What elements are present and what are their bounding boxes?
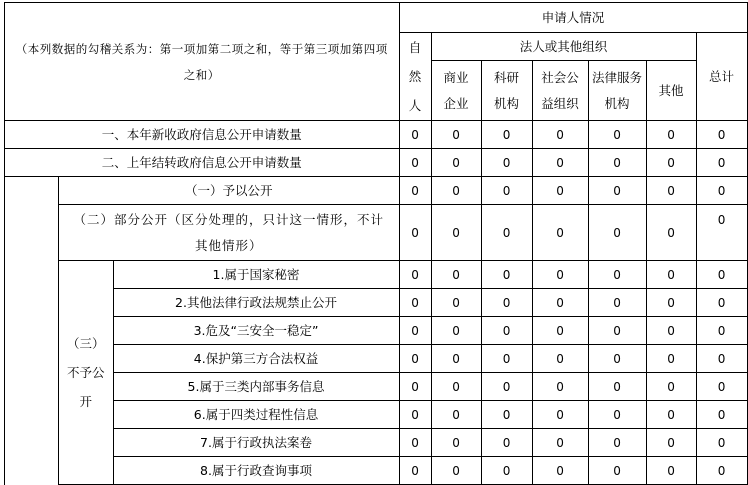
cell-value: 0 (399, 289, 431, 317)
group-label-not-disclose: （三）不予公开 (59, 261, 114, 485)
cell-value: 0 (431, 177, 481, 205)
cell-value: 0 (481, 261, 532, 289)
cell-value: 0 (532, 373, 588, 401)
cell-value: 0 (481, 177, 532, 205)
cell-value: 0 (532, 177, 588, 205)
cell-value: 0 (481, 429, 532, 457)
cell-value: 0 (646, 429, 696, 457)
row-label: 8.属于行政查询事项 (113, 457, 399, 485)
header-business: 商业企业 (431, 61, 481, 121)
cell-value: 0 (532, 429, 588, 457)
row-label: 2.其他法律行政法规禁止公开 (113, 289, 399, 317)
header-social: 社会公益组织 (532, 61, 588, 121)
header-applicant-info: 申请人情况 (399, 3, 747, 33)
row-label: 一、本年新收政府信息公开申请数量 (5, 121, 400, 149)
row-label: （一）予以公开 (59, 177, 400, 205)
cell-value: 0 (399, 177, 431, 205)
cell-value: 0 (696, 345, 747, 373)
cell-value: 0 (588, 121, 646, 149)
cell-value: 0 (646, 345, 696, 373)
cell-value: 0 (532, 401, 588, 429)
cell-value: 0 (532, 289, 588, 317)
cell-value: 0 (646, 317, 696, 345)
cell-value: 0 (588, 149, 646, 177)
cell-value: 0 (431, 149, 481, 177)
cell-value: 0 (696, 121, 747, 149)
cell-value: 0 (399, 317, 431, 345)
cell-value: 0 (481, 373, 532, 401)
cell-value: 0 (696, 177, 747, 205)
row-label: 6.属于四类过程性信息 (113, 401, 399, 429)
cell-value: 0 (431, 429, 481, 457)
cell-value: 0 (696, 373, 747, 401)
cell-value: 0 (696, 401, 747, 429)
cell-value: 0 (399, 401, 431, 429)
cell-value: 0 (646, 373, 696, 401)
cell-value: 0 (431, 457, 481, 485)
cell-value: 0 (481, 401, 532, 429)
cell-value: 0 (696, 317, 747, 345)
cell-value: 0 (481, 345, 532, 373)
cell-value: 0 (481, 205, 532, 261)
header-natural-person: 自然人 (399, 33, 431, 121)
cell-value: 0 (431, 373, 481, 401)
cell-value: 0 (532, 457, 588, 485)
table-row (5, 205, 748, 261)
disclosure-statistics-table (4, 2, 748, 485)
cell-value: 0 (481, 289, 532, 317)
table-row (5, 401, 748, 429)
header-research: 科研机构 (481, 61, 532, 121)
cell-value: 0 (588, 289, 646, 317)
row-label: 5.属于三类内部事务信息 (113, 373, 399, 401)
cell-value: 0 (588, 429, 646, 457)
cell-value: 0 (532, 261, 588, 289)
cell-value: 0 (646, 261, 696, 289)
cell-value: 0 (431, 289, 481, 317)
header-legal-other: 法人或其他组织 (431, 33, 696, 61)
table-note: （本列数据的勾稽关系为：第一项加第二项之和，等于第三项加第四项之和） (5, 3, 400, 121)
cell-value: 0 (431, 317, 481, 345)
cell-value: 0 (431, 401, 481, 429)
row-label: 二、上年结转政府信息公开申请数量 (5, 149, 400, 177)
cell-value: 0 (696, 261, 747, 289)
cell-value: 0 (431, 261, 481, 289)
table-row (5, 121, 748, 149)
header-total: 总计 (696, 33, 747, 121)
table-row (5, 261, 748, 289)
cell-value: 0 (399, 261, 431, 289)
row-label: 7.属于行政执法案卷 (113, 429, 399, 457)
cell-value: 0 (696, 205, 747, 261)
header-other: 其他 (646, 61, 696, 121)
cell-value: 0 (646, 205, 696, 261)
cell-value: 0 (588, 457, 646, 485)
cell-value: 0 (646, 289, 696, 317)
cell-value: 0 (588, 373, 646, 401)
cell-value: 0 (399, 373, 431, 401)
cell-value: 0 (646, 401, 696, 429)
cell-value: 0 (696, 429, 747, 457)
cell-value: 0 (399, 205, 431, 261)
cell-value: 0 (431, 345, 481, 373)
cell-value: 0 (399, 149, 431, 177)
cell-value: 0 (431, 121, 481, 149)
cell-value: 0 (588, 177, 646, 205)
cell-value: 0 (399, 121, 431, 149)
cell-value: 0 (696, 149, 747, 177)
cell-value: 0 (532, 317, 588, 345)
cell-value: 0 (696, 457, 747, 485)
table-row (5, 457, 748, 485)
cell-value: 0 (399, 457, 431, 485)
row-label: （二）部分公开（区分处理的，只计这一情形，不计其他情形） (59, 205, 400, 261)
table-row (5, 149, 748, 177)
row-label: 1.属于国家秘密 (113, 261, 399, 289)
table-row (5, 289, 748, 317)
cell-value: 0 (532, 345, 588, 373)
cell-value: 0 (481, 121, 532, 149)
table-row (5, 345, 748, 373)
cell-value: 0 (646, 149, 696, 177)
header-legal-service: 法律服务机构 (588, 61, 646, 121)
cell-value: 0 (646, 457, 696, 485)
cell-value: 0 (696, 289, 747, 317)
table-row (5, 373, 748, 401)
cell-value: 0 (481, 317, 532, 345)
cell-value: 0 (588, 261, 646, 289)
cell-value: 0 (588, 317, 646, 345)
row-label: 3.危及“三安全一稳定” (113, 317, 399, 345)
cell-value: 0 (532, 205, 588, 261)
cell-value: 0 (588, 401, 646, 429)
group-column-blank (5, 177, 59, 485)
cell-value: 0 (481, 149, 532, 177)
cell-value: 0 (646, 121, 696, 149)
cell-value: 0 (588, 205, 646, 261)
table-row (5, 177, 748, 205)
cell-value: 0 (532, 121, 588, 149)
cell-value: 0 (399, 429, 431, 457)
table-row (5, 317, 748, 345)
cell-value: 0 (646, 177, 696, 205)
cell-value: 0 (399, 345, 431, 373)
row-label: 4.保护第三方合法权益 (113, 345, 399, 373)
cell-value: 0 (431, 205, 481, 261)
cell-value: 0 (588, 345, 646, 373)
cell-value: 0 (481, 457, 532, 485)
cell-value: 0 (532, 149, 588, 177)
table-row (5, 429, 748, 457)
